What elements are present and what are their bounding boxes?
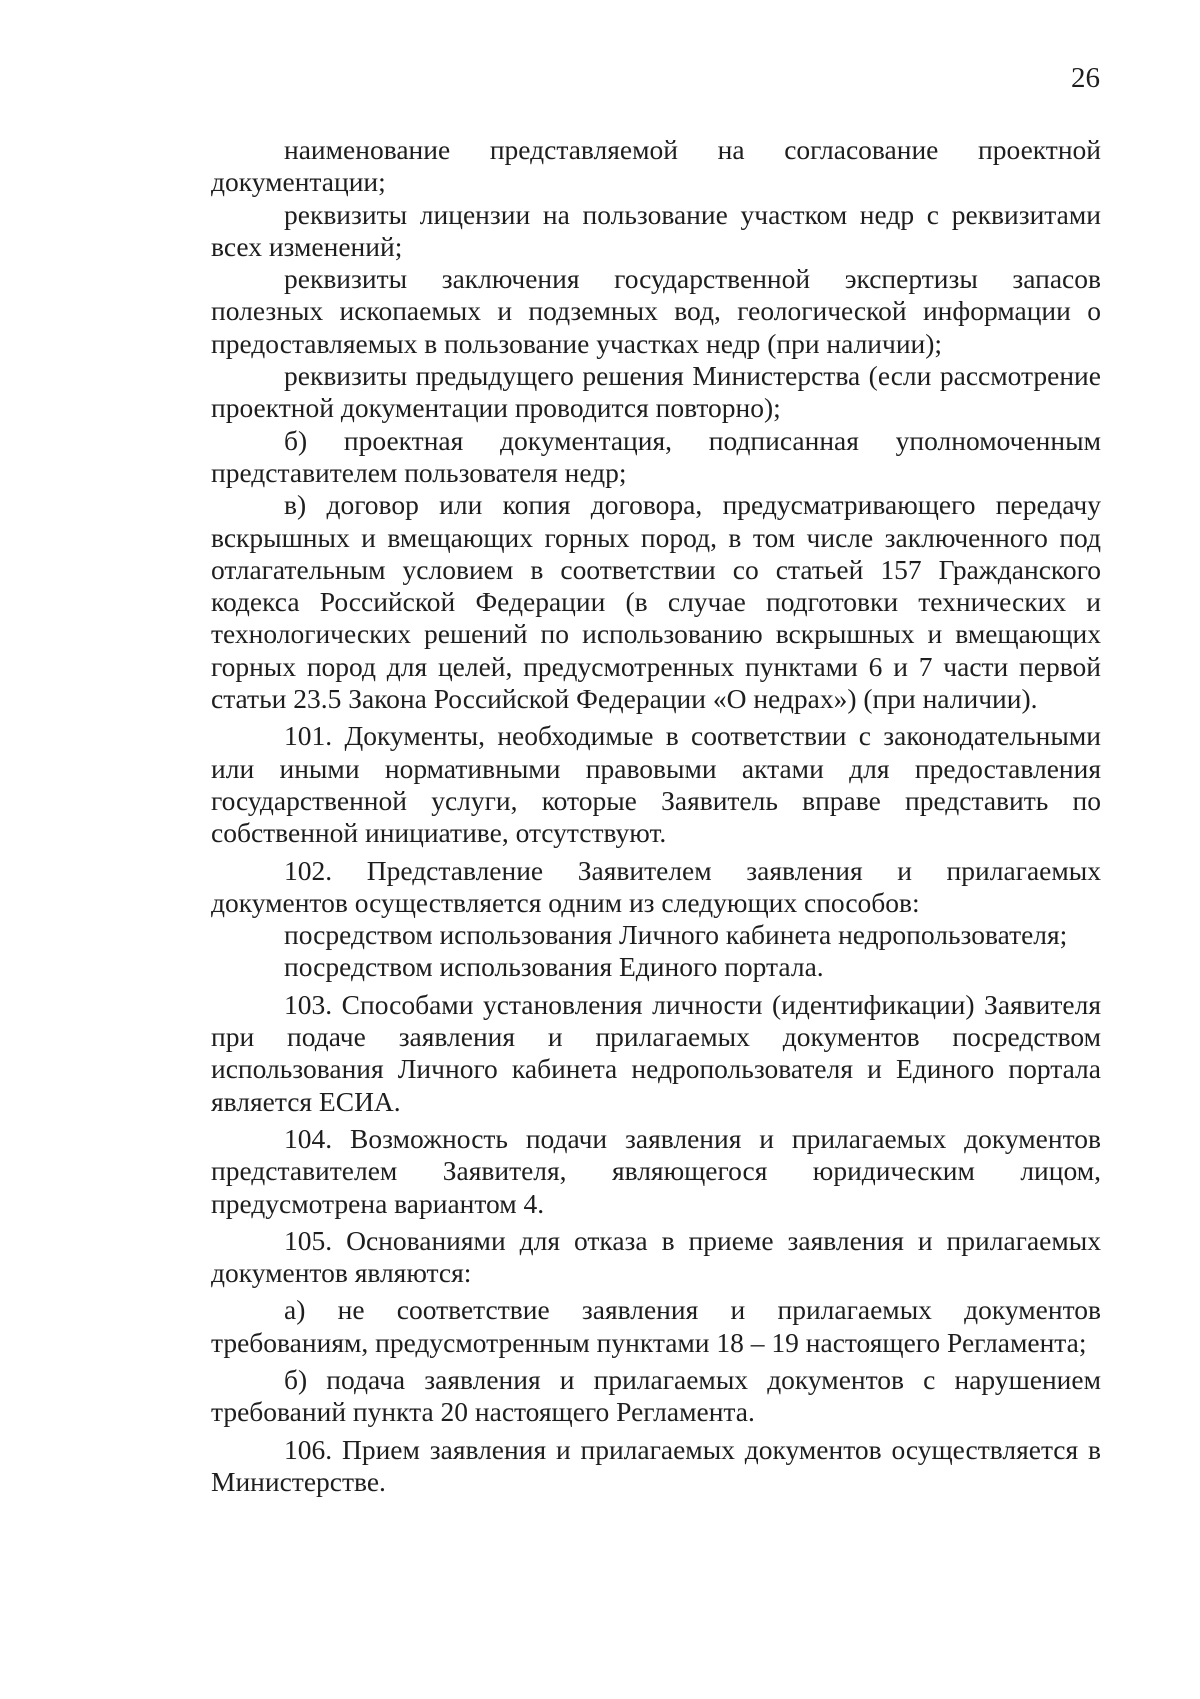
paragraph-method-personal-cabinet: посредством использования Личного кабинета недропользователя; <box>284 919 1068 951</box>
paragraph-101: 101. Документы, необходимые в соответствии с законодательными или иными нормативными правовыми актами для предоставления государственной услуги, которые Заявитель вправе представить по собственной инициативе, отсутствуют. <box>211 720 1101 849</box>
paragraph-105-item-b: б) подача заявления и прилагаемых документов с нарушением требований пункта 20 настоящего Регламента. <box>211 1363 1101 1428</box>
paragraph-105: 105. Основаниями для отказа в приеме заявления и прилагаемых документов являются: <box>211 1224 1101 1289</box>
paragraph-106: 106. Прием заявления и прилагаемых документов осуществляется в Министерстве. <box>211 1433 1101 1497</box>
paragraph-102: 102. Представление Заявителем заявления и прилагаемых документов осуществляется одним из следующих способов: <box>211 854 1101 918</box>
page-number: 26 <box>1071 62 1100 94</box>
paragraph-item-b-project-doc: б) проектная документация, подписанная уполномоченным представителем пользователя недр; <box>211 424 1101 488</box>
document-body <box>211 134 1101 1498</box>
paragraph-103: 103. Способами установления личности (идентификации) Заявителя при подаче заявления и прилагаемых документов посредством использования Личного кабинета недропользователя и Единого портала является ЕСИА. <box>211 988 1101 1117</box>
paragraph-104: 104. Возможность подачи заявления и прилагаемых документов представителем Заявителя, являющегося юридическим лицом, предусмотрена вариантом 4. <box>211 1122 1101 1219</box>
paragraph-project-doc-name: наименование представляемой на согласование проектной документации; <box>211 134 1101 198</box>
paragraph-license-details: реквизиты лицензии на пользование участком недр с реквизитами всех изменений; <box>211 198 1101 262</box>
paragraph-105-item-a: а) не соответствие заявления и прилагаемых документов требованиям, предусмотренным пунктами 18 – 19 настоящего Регламента; <box>211 1294 1101 1358</box>
paragraph-previous-decision: реквизиты предыдущего решения Министерства (если рассмотрение проектной документации проводится повторно); <box>211 360 1101 424</box>
paragraph-expertise-details: реквизиты заключения государственной экспертизы запасов полезных ископаемых и подземных вод, геологической информации о предоставляемых в пользование участках недр (при наличии); <box>211 263 1101 359</box>
paragraph-item-v-contract: в) договор или копия договора, предусматривающего передачу вскрышных и вмещающих горных пород, в том числе заключенного под отлагательным условием в соответствии со статьей 157 Гражданского кодекса Российской Федерации (в случае подготовки технических и технологических решений по использованию вскрышных и вмещающих горных пород для целей, предусмотренных пунктами 6 и 7 части первой статьи 23.5 Закона Российской Федерации «О недрах») (при наличии). <box>211 489 1101 715</box>
paragraph-method-unified-portal: посредством использования Единого портала. <box>284 951 824 983</box>
